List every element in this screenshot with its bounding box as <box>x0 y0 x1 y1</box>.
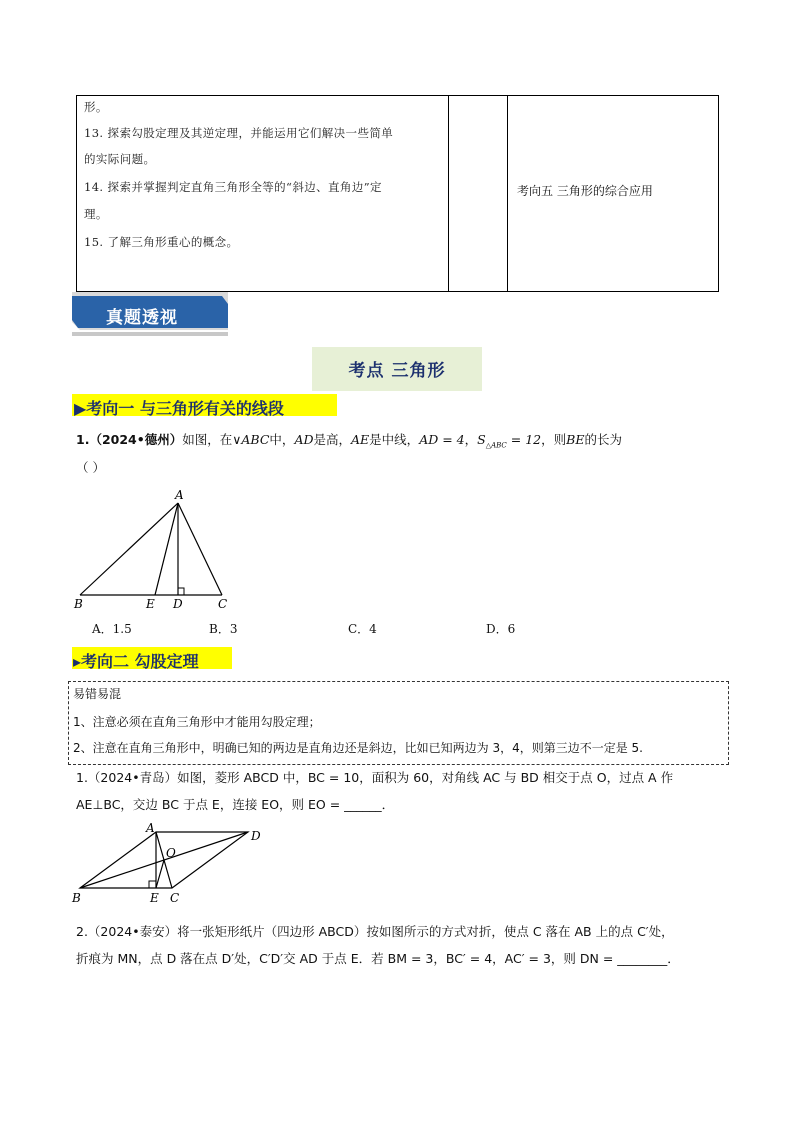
note-title: 易错易混 <box>73 687 122 701</box>
q1-label-a: A <box>175 488 184 502</box>
table-col-requirements <box>77 96 449 291</box>
q1-label-c: C <box>218 597 228 611</box>
q1-label-b: B <box>74 597 83 611</box>
note-line-1: 1、注意必须在直角三角形中才能用勾股定理； <box>73 715 321 729</box>
q1-text: 中， <box>269 432 295 447</box>
table-line: 14. 探索并掌握判定直角三角形全等的“斜边、直角边”定 <box>84 180 382 194</box>
q2-label-o: O <box>166 846 176 860</box>
q2-rhombus-figure <box>70 820 280 910</box>
table-line: 理。 <box>84 207 108 221</box>
q2-line2: AE⊥BC，交边 BC 于点 E，连接 EO，则 EO = ______． <box>76 797 395 812</box>
table-line: 13. 探索勾股定理及其逆定理，并能运用它们解决一些简单 <box>84 126 394 140</box>
q1-choice-c[interactable]: C．4 <box>348 622 377 636</box>
kaoxiang-five: 考向五 三角形的综合应用 <box>517 184 653 198</box>
table-line: 形。 <box>84 100 108 114</box>
q2-label-d: D <box>251 829 261 843</box>
curriculum-table <box>76 95 719 292</box>
banner-title: 真题透视 <box>106 308 178 328</box>
q1-label-e: E <box>146 597 155 611</box>
table-line: 15. 了解三角形重心的概念。 <box>84 235 239 249</box>
q1-answer-paren: （ ） <box>76 460 105 475</box>
q1-area-symbol: S <box>477 432 486 447</box>
q1-text: 的长为 <box>584 432 622 447</box>
q1-text: ，则 <box>541 432 567 447</box>
note-box <box>68 681 729 765</box>
q1-text: ， <box>464 432 478 447</box>
table-line: 的实际问题。 <box>84 152 156 166</box>
q1-ad: AD <box>294 432 314 447</box>
q1-area-sub: △ABC <box>485 441 507 450</box>
section2-title: ▸考向二 勾股定理 <box>73 652 199 671</box>
q2-label-c: C <box>170 891 180 905</box>
q2-line1: 1.（2024•青岛）如图，菱形 ABCD 中，BC = 10，面积为 60，对角线 AC 与 BD 相交于点 O，过点 A 作 <box>76 770 674 785</box>
table-col-empty <box>449 96 508 291</box>
q2-label-a: A <box>146 821 155 835</box>
q1-be: BE <box>566 432 585 447</box>
section1-title: ▶考向一 与三角形有关的线段 <box>74 399 284 418</box>
table-col-kaoxiang <box>508 96 718 291</box>
q1-choice-b[interactable]: B．3 <box>209 622 238 636</box>
q1-stem <box>76 430 622 450</box>
q1-area-value: = 12 <box>506 432 542 447</box>
q1-text: 是中线， <box>369 432 420 447</box>
note-line-2: 2、注意在直角三角形中，明确已知的两边是直角边还是斜边，比如已知两边为 3，4，则第三边不一定是 5. <box>73 741 643 755</box>
q1-triangle: ∨ABC <box>232 432 270 447</box>
q1-num: 1. <box>76 432 90 447</box>
q1-choice-a[interactable]: A．1.5 <box>92 622 132 636</box>
q1-choice-d[interactable]: D．6 <box>486 622 516 636</box>
q1-ad-value: AD = 4 <box>419 432 465 447</box>
q1-source: （2024•德州） <box>89 432 183 447</box>
q3-line2: 折痕为 MN，点 D 落在点 D′处，C′D′交 AD 于点 E．若 BM = 3，BC′ = 4，AC′ = 3，则 DN = ________． <box>76 951 680 966</box>
q2-label-b: B <box>72 891 81 905</box>
q1-triangle-figure <box>70 485 240 615</box>
q1-label-d: D <box>173 597 183 611</box>
q3-line1: 2.（2024•泰安）将一张矩形纸片（四边形 ABCD）按如图所示的方式对折，使点 C 落在 AB 上的点 C′处， <box>76 924 674 939</box>
q1-ae: AE <box>351 432 370 447</box>
q1-text: 如图，在 <box>182 432 233 447</box>
q2-label-e: E <box>150 891 159 905</box>
kaodian-title: 考点 三角形 <box>348 361 446 381</box>
q1-text: 是高， <box>313 432 352 447</box>
